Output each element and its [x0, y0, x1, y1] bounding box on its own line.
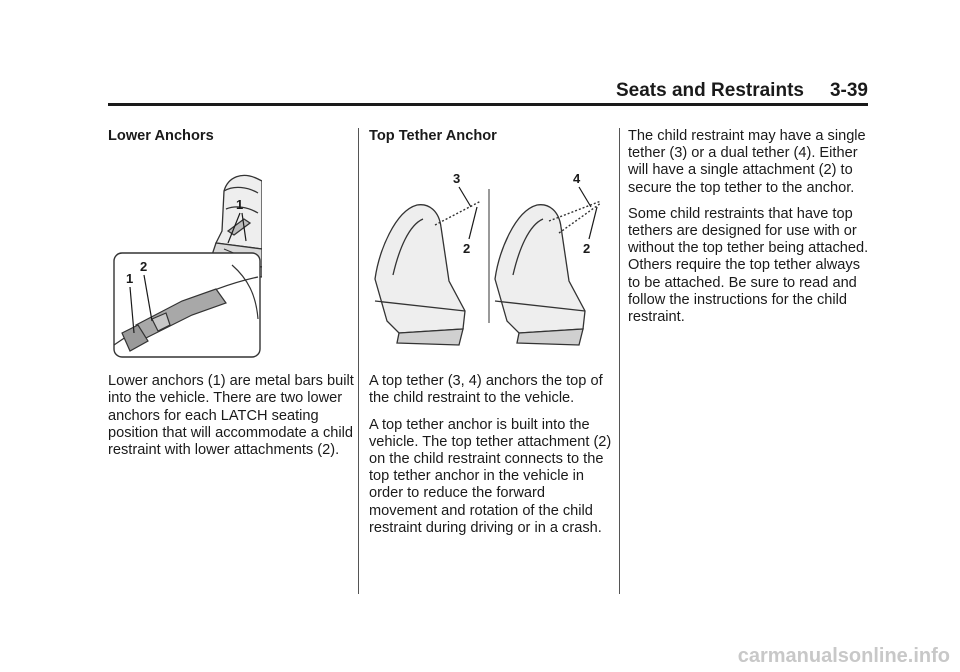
top-tether-text-2: A top tether anchor is built into the vehicle. The top tether attachment (2) on the child restraint connects to the top tether anchor in the vehicle in order to reduce the forward movement and rotation of the child restraint during driving or in a crash.	[369, 416, 612, 536]
tether-types-text-2: Some child restraints that have top tethers are designed for use with or without the top tether being attached. Others require the top tether always to be attached. Be sure to read and follow the instructions for the child restraint.	[628, 205, 869, 326]
column-tether-types	[628, 128, 876, 335]
callout-4: 4	[573, 171, 581, 187]
top-tether-illustration	[369, 171, 609, 351]
top-tether-heading: Top Tether Anchor	[369, 128, 497, 144]
lower-anchors-heading: Lower Anchors	[108, 128, 214, 144]
running-header	[616, 80, 868, 102]
callout-1-inset: 1	[126, 271, 134, 287]
lower-anchors-illustration	[112, 169, 262, 359]
top-tether-text-1: A top tether (3, 4) anchors the top of the child restraint to the vehicle.	[369, 373, 603, 407]
column-divider	[619, 128, 620, 594]
watermark: carmanualsonline.info	[737, 645, 950, 667]
section-title: Seats and Restraints	[616, 80, 804, 101]
callout-2-inset: 2	[140, 259, 148, 275]
column-top-tether	[369, 128, 617, 546]
callout-1-upper: 1	[236, 197, 244, 213]
dual-tether-seat-drawing	[495, 205, 585, 345]
column-divider	[358, 128, 359, 594]
lower-anchors-text: Lower anchors (1) are metal bars built into the vehicle. There are two lower anchors for each LATCH seating position that will accommodate a child restraint with lower attachments (2).	[108, 373, 354, 459]
callout-2-left: 2	[463, 241, 471, 257]
single-tether-seat-drawing	[375, 205, 465, 345]
page-number: 3-39	[829, 80, 868, 101]
column-lower-anchors	[108, 128, 356, 468]
header-rule	[108, 103, 868, 106]
callout-3: 3	[453, 171, 461, 187]
callout-2-right: 2	[583, 241, 591, 257]
tether-types-text-1: The child restraint may have a single tether (3) or a dual tether (4). Either will have a single attachment (2) to secure the top tether to the anchor.	[628, 128, 866, 196]
